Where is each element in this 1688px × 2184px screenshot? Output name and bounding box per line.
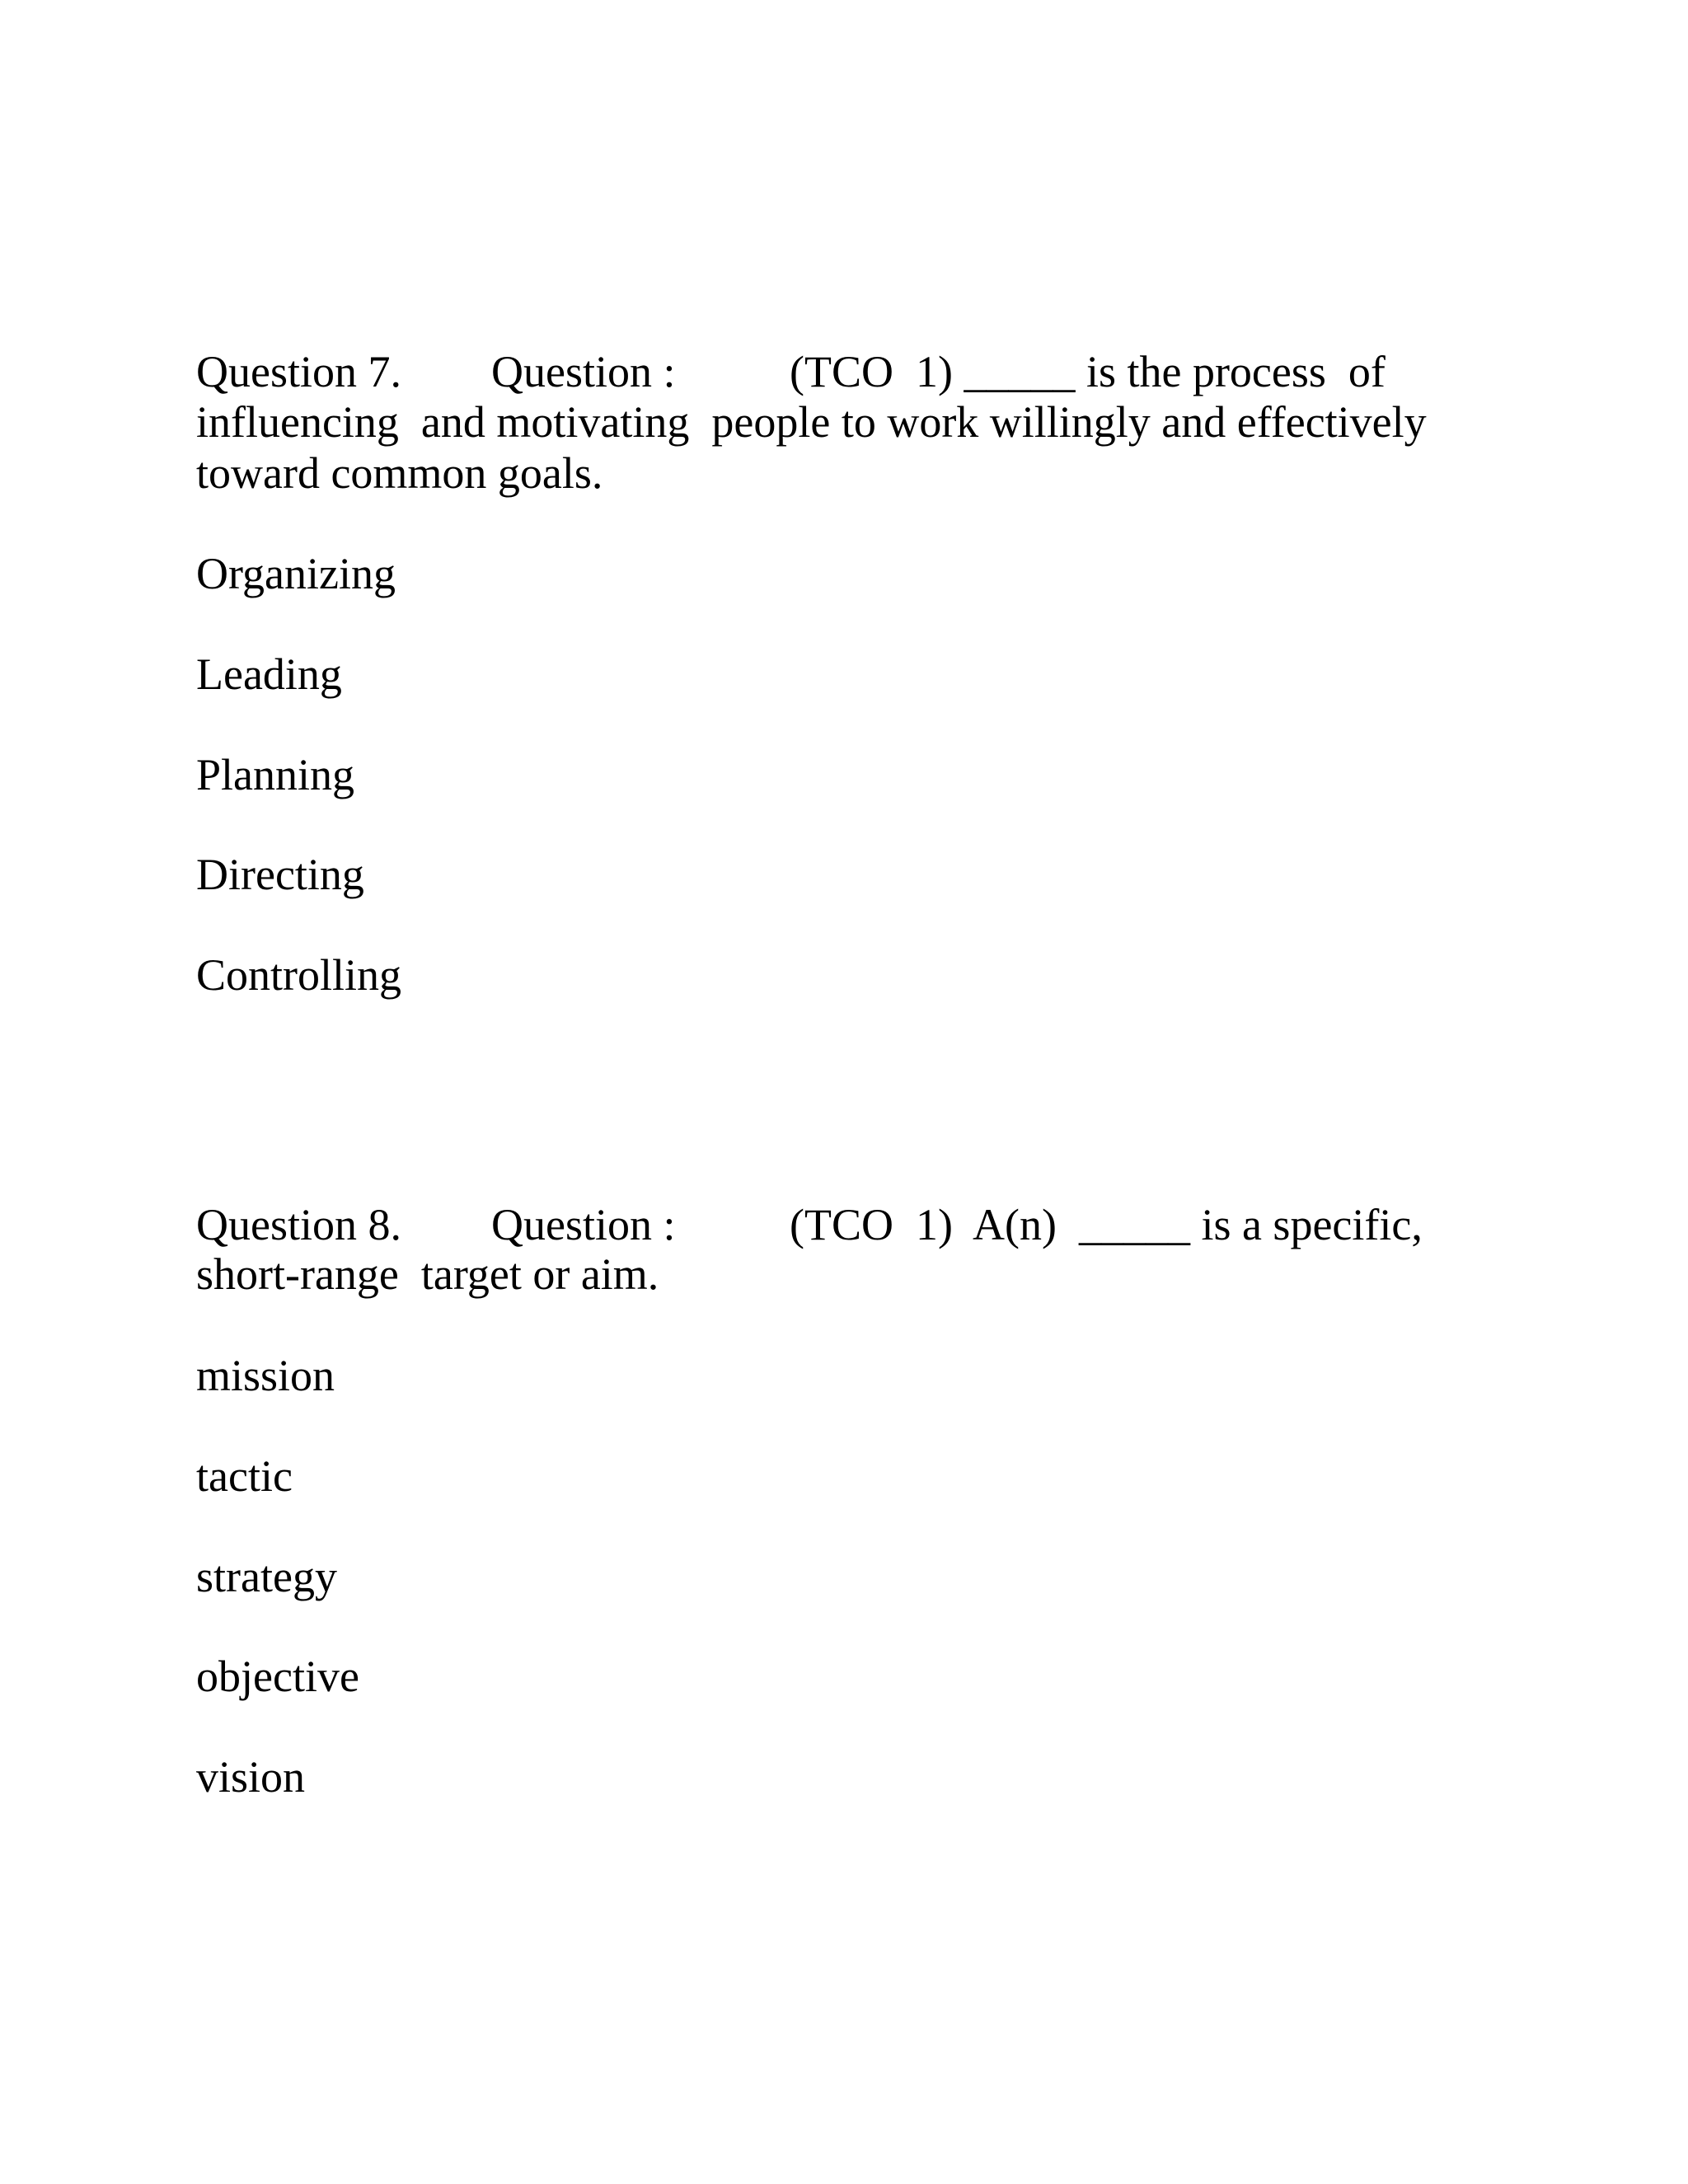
question-label: Question : [491,347,676,396]
question-header [196,1199,1432,1250]
answer-option: Directing [196,850,364,899]
answer-option: Planning [196,750,355,799]
answer-option: Organizing [196,549,396,598]
question-header [196,346,1432,397]
answer-option: vision [196,1752,306,1802]
question-text-continuation: influencing and motivating people to work willingly and effectively [196,397,1427,447]
question-label: Question : [491,1200,676,1249]
answer-option: mission [196,1351,335,1400]
answer-option: Leading [196,649,342,699]
question-number: Question 7. [196,347,401,396]
question-text-continuation: short-range target or aim. [196,1249,659,1299]
answer-option: strategy [196,1552,337,1601]
question-text: (TCO 1) _____ is the process of [790,347,1386,396]
answer-option: objective [196,1652,359,1701]
question-text: (TCO 1) A(n) _____ is a specific, [790,1200,1423,1249]
question-text-continuation: toward common goals. [196,448,603,498]
answer-option: Controlling [196,950,402,1000]
question-number: Question 8. [196,1200,401,1249]
answer-option: tactic [196,1451,293,1501]
